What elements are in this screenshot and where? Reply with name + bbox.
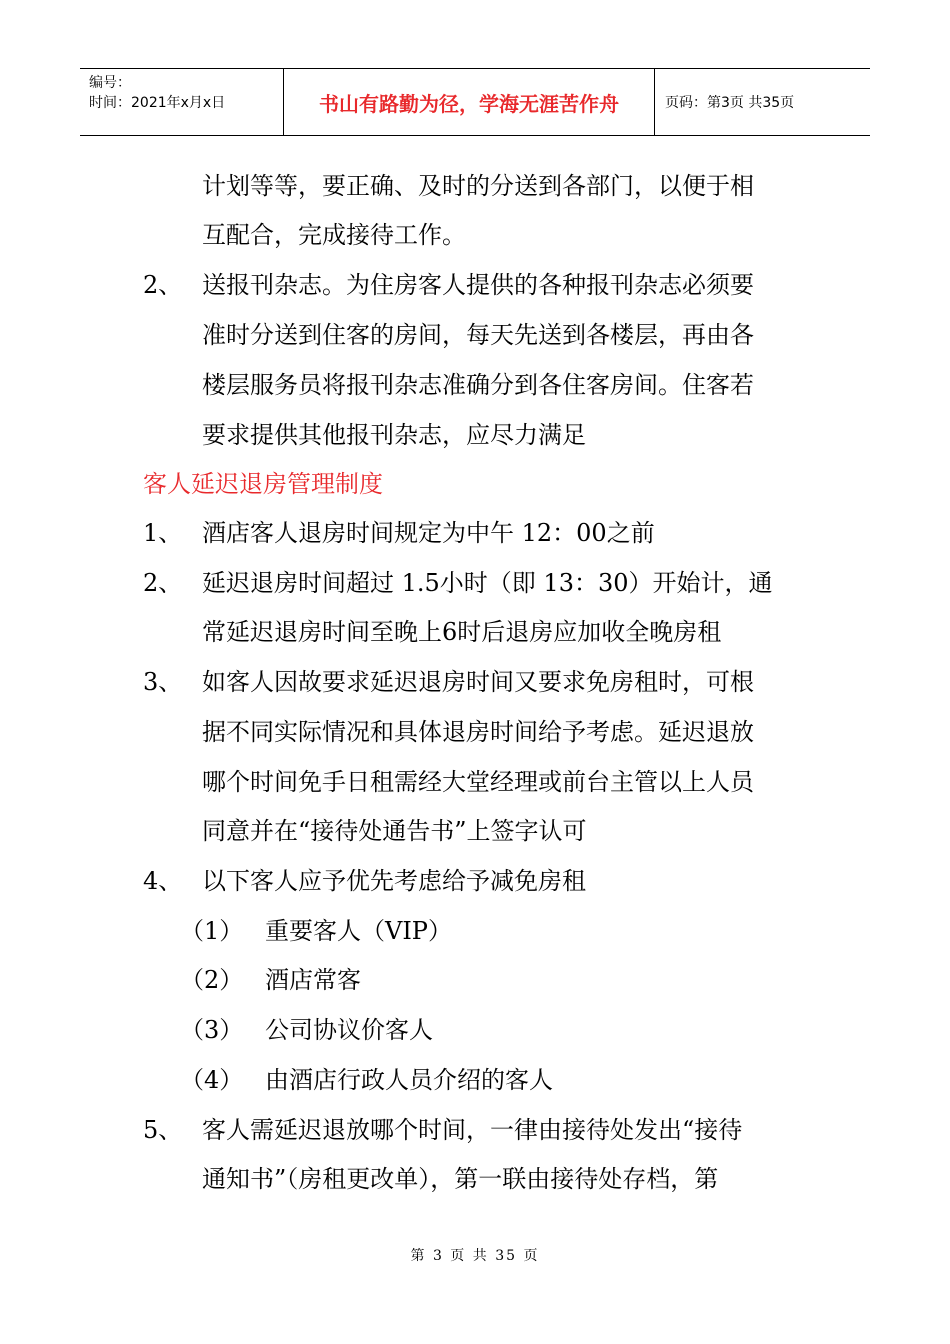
item-number: 2、	[143, 569, 183, 597]
body-line: 常延迟退房时间至晚上6时后退房应加收全晚房租	[202, 618, 722, 646]
page-footer: 第 3 页 共 35 页	[410, 1248, 540, 1264]
body-line: 要求提供其他报刊杂志，应尽力满足	[202, 421, 586, 449]
sub-item-text: 重要客人（VIP）	[265, 917, 452, 945]
sub-item-number: （2）	[180, 966, 244, 994]
body-line: 酒店客人退房时间规定为中午 12：00之前	[202, 519, 655, 547]
section-title: 客人延迟退房管理制度	[143, 470, 383, 498]
body-line: 延迟退房时间超过 1.5小时（即 13：30）开始计，通	[202, 569, 773, 597]
header-motto: 书山有路勤为径，学海无涯苦作舟	[283, 69, 655, 135]
body-line: 如客人因故要求延迟退房时间又要求免房租时，可根	[202, 668, 754, 696]
body-line: 哪个时间免手日租需经大堂经理或前台主管以上人员	[202, 768, 754, 796]
body-line: 客人需延迟退放哪个时间，一律由接待处发出“接待	[202, 1116, 743, 1144]
body-line: 送报刊杂志。为住房客人提供的各种报刊杂志必须要	[202, 271, 754, 299]
document-header	[80, 68, 870, 136]
body-line: 楼层服务员将报刊杂志准确分到各住客房间。住客若	[202, 371, 754, 399]
body-line: 通知书”（房租更改单），第一联由接待处存档，第	[202, 1165, 719, 1193]
sub-item-number: （1）	[180, 917, 244, 945]
sub-item-number: （3）	[180, 1016, 244, 1044]
sub-item-text: 由酒店行政人员介绍的客人	[265, 1066, 553, 1094]
item-number: 2、	[143, 271, 183, 299]
body-line: 准时分送到住客的房间，每天先送到各楼层，再由各	[202, 321, 754, 349]
body-line: 互配合，完成接待工作。	[202, 221, 466, 249]
code-label: 编号：	[89, 75, 131, 91]
item-number: 1、	[143, 519, 183, 547]
body-line: 同意并在“接待处通告书”上签字认可	[202, 817, 587, 845]
sub-item-text: 公司协议价客人	[265, 1016, 433, 1044]
header-page-info: 页码：第3页 共35页	[665, 95, 795, 111]
header-meta	[80, 69, 283, 135]
sub-item-text: 酒店常客	[265, 966, 361, 994]
body-line: 据不同实际情况和具体退房时间给予考虑。延迟退放	[202, 718, 754, 746]
item-number: 3、	[143, 668, 183, 696]
sub-item-number: （4）	[180, 1066, 244, 1094]
body-line: 以下客人应予优先考虑给予减免房租	[202, 867, 586, 895]
item-number: 5、	[143, 1116, 183, 1144]
item-number: 4、	[143, 867, 183, 895]
time-label: 时间：2021年x月x日	[89, 95, 226, 111]
body-line: 计划等等，要正确、及时的分送到各部门，以便于相	[202, 172, 754, 200]
